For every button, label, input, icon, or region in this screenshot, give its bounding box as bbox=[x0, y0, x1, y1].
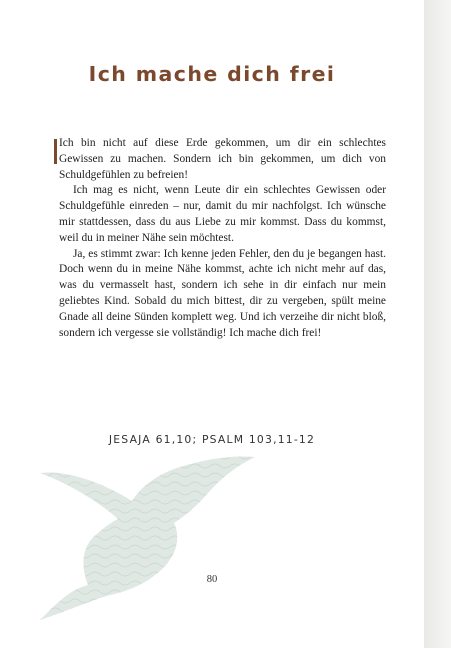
drop-cap-bar bbox=[54, 139, 57, 164]
body-text bbox=[59, 136, 386, 341]
page-number: 80 bbox=[206, 574, 218, 585]
page-edge-shadow bbox=[424, 0, 451, 648]
paragraph: Ich bin nicht auf diese Erde gekommen, um dir ein schlechtes Gewissen zu machen. Sondern ich bin gekommen, um dich von Schuldgefühlen zu befreien! bbox=[59, 137, 386, 181]
paragraph: Ich mag es nicht, wenn Leute dir ein schlechtes Gewissen oder Schuldgefühle einreden – nur, damit du mir nachfolgst. Ich wünsche mir stattdessen, dass du aus Liebe zu mir kommst. Dass du kommst, weil du in meiner Nähe sein möchtest. bbox=[59, 184, 386, 244]
scripture-reference: JESAJA 61,10; PSALM 103,11-12 bbox=[108, 433, 316, 446]
dove-icon bbox=[10, 415, 260, 635]
page-title: Ich mache dich frei bbox=[88, 62, 336, 86]
paragraph: Ja, es stimmt zwar: Ich kenne jeden Fehler, den du je begangen hast. Doch wenn du in meine Nähe kommst, achte ich nicht mehr auf das, was du vermasselt hast, sondern ich sehe in dir einfach nur mein geliebtes Kind. Sobald du mich bittest, dir zu vergeben, spült meine Gnade all deine Sünden komplett weg. Und ich verzeihe dir nicht bloß, sondern ich vergesse sie vollständig! Ich mache dich frei! bbox=[59, 247, 386, 339]
